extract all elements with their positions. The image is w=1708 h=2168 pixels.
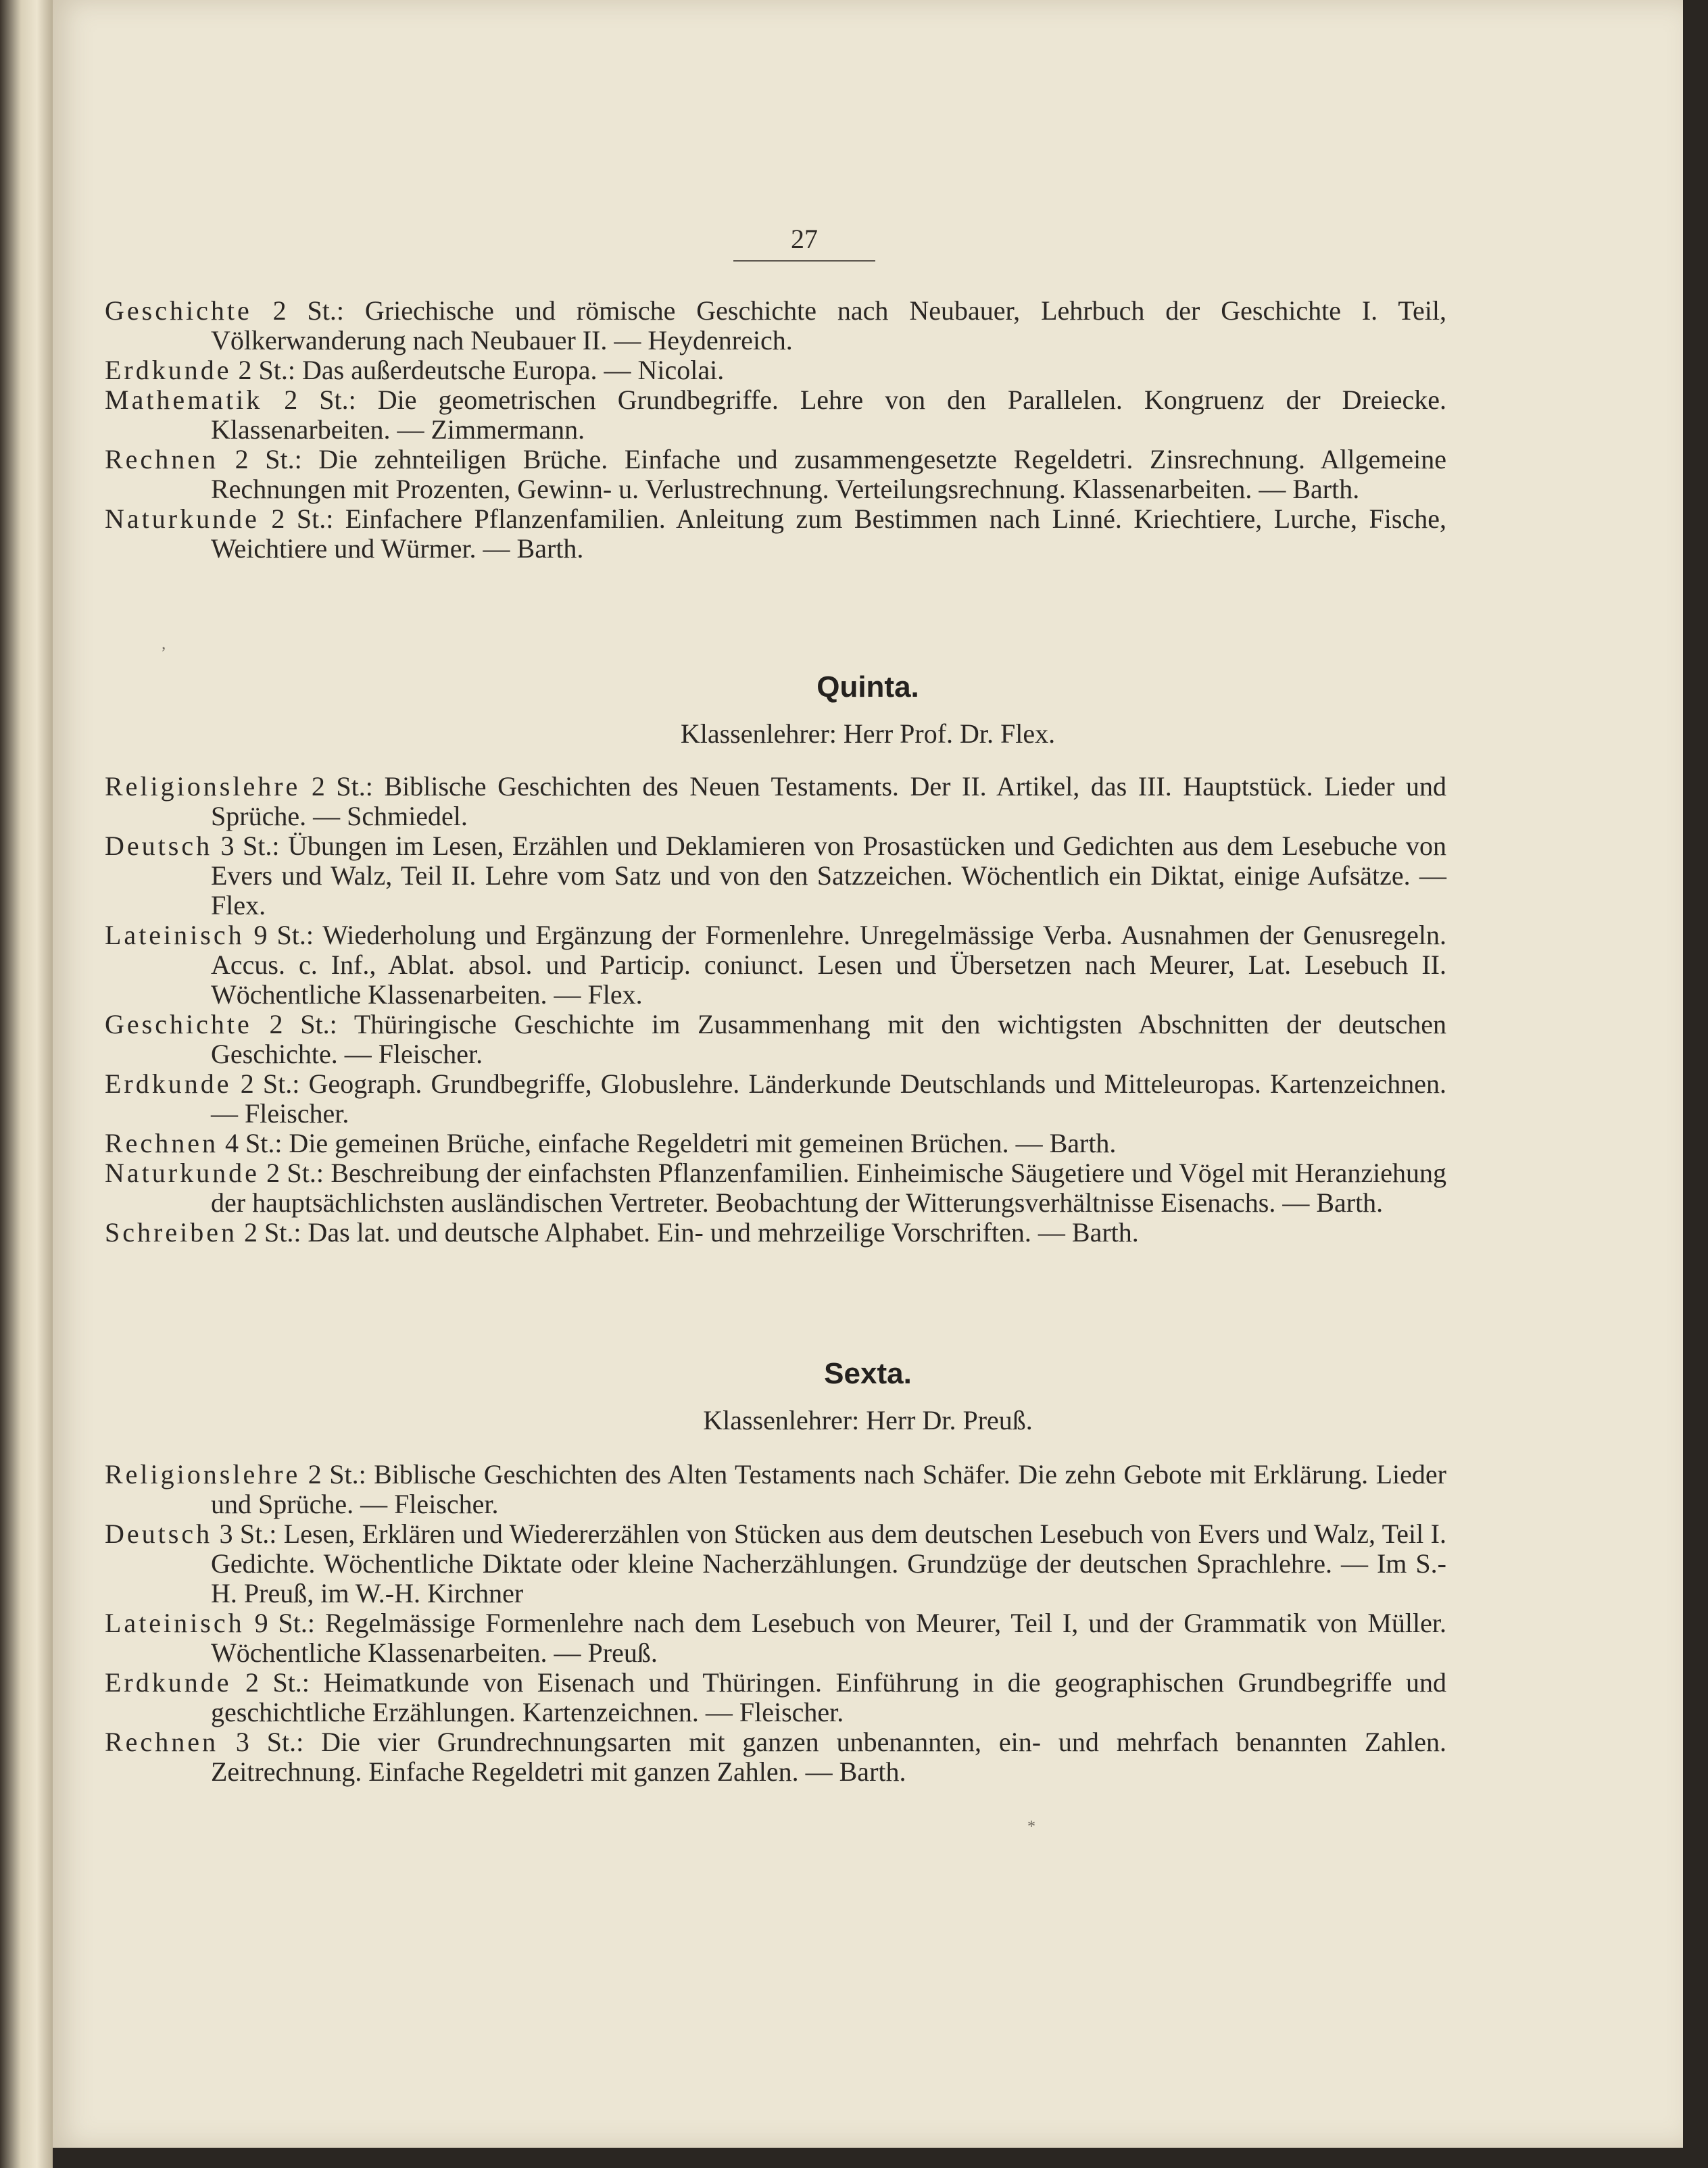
entry-erdkunde: Erdkunde 2 St.: Heimatkunde von Eisenach und Thüringen. Einführung in die geographischen Grundbegriffe und geschichtliche Erzählungen. Kartenzeichnen. — Fleischer. [105,1667,1446,1727]
entry-erdkunde: Erdkunde 2 St.: Das außerdeutsche Europa. — Nicolai. [105,355,725,385]
entry-lateinisch: Lateinisch 9 St.: Regelmässige Formenlehre nach dem Lesebuch von Meurer, Teil I, und der Grammatik von Müller. Wöchentliche Klassenarbeiten. — Preuß. [105,1608,1446,1668]
entry-rechnen: Rechnen 2 St.: Die zehnteiligen Brüche. Einfache und zusammengesetzte Regeldetri. Zinsrechnung. Allgemeine Rechnungen mit Prozenten, Gewinn- u. Verlustrechnung. Verteilungsrechnung. Klassenarbeiten. — Barth. [105,444,1446,504]
class-teacher-quinta: Klassenlehrer: Herr Prof. Dr. Flex. [680,718,1056,749]
page-number: 27 [733,223,875,262]
entry-naturkunde: Naturkunde 2 St.: Beschreibung der einfachsten Pflanzenfamilien. Einheimische Säugetiere und Vögel mit Heranziehung der hauptsächlichsten ausländischen Vertreter. Beobachtung der Witterungsverhältnisse Eisenachs. — Barth. [105,1158,1446,1218]
entry-religionslehre: Religionslehre 2 St.: Biblische Geschichten des Neuen Testaments. Der II. Artikel, das III. Hauptstück. Lieder und Sprüche. — Schmiedel. [105,771,1446,831]
entry-religionslehre: Religionslehre 2 St.: Biblische Geschichten des Alten Testaments nach Schäfer. Die zehn Gebote mit Erklärung. Lieder und Sprüche. — Fleischer. [105,1459,1446,1519]
entry-rechnen: Rechnen 4 St.: Die gemeinen Brüche, einfache Regeldetri mit gemeinen Brüchen. — Barth. [105,1128,1117,1158]
book-spine [0,0,53,2168]
speck-mark: ‚ [161,635,166,653]
section-title-sexta: Sexta. [824,1357,912,1390]
sexta-entries [105,1460,1446,1787]
top-entries [105,296,1446,564]
entry-lateinisch: Lateinisch 9 St.: Wiederholung und Ergänzung der Formenlehre. Unregelmässige Verba. Ausnahmen der Genusregeln. Accus. c. Inf., Ablat. absol. und Particip. coniunct. Lesen und Übersetzen nach Meurer, Lat. Lesebuch II. Wöchentliche Klassenarbeiten. — Flex. [105,920,1446,1010]
entry-schreiben: Schreiben 2 St.: Das lat. und deutsche Alphabet. Ein- und mehrzeilige Vorschriften. — Barth. [105,1217,1139,1248]
entry-geschichte: Geschichte 2 St.: Griechische und römische Geschichte nach Neubauer, Lehrbuch der Geschichte I. Teil, Völkerwanderung nach Neubauer II. — Heydenreich. [105,295,1446,355]
entry-mathematik: Mathematik 2 St.: Die geometrischen Grundbegriffe. Lehre von den Parallelen. Kongruenz der Dreiecke. Klassenarbeiten. — Zimmermann. [105,385,1446,445]
section-title-quinta: Quinta. [816,670,919,704]
class-teacher-sexta: Klassenlehrer: Herr Dr. Preuß. [703,1405,1033,1435]
entry-rechnen: Rechnen 3 St.: Die vier Grundrechnungsarten mit ganzen unbenannten, ein- und mehrfach benannten Zahlen. Zeitrechnung. Einfache Regeldetri mit ganzen Zahlen. — Barth. [105,1727,1446,1787]
entry-deutsch: Deutsch 3 St.: Übungen im Lesen, Erzählen und Deklamieren von Prosastücken und Gedichten aus dem Lesebuche von Evers und Walz, Teil II. Lehre vom Satz und von den Satzzeichen. Wöchentlich ein Diktat, einige Aufsätze. — Flex. [105,831,1446,920]
entry-deutsch: Deutsch 3 St.: Lesen, Erklären und Wiedererzählen von Stücken aus dem deutschen Lesebuch von Evers und Walz, Teil I. Gedichte. Wöchentliche Diktate oder kleine Nacherzählungen. Grundzüge der deutschen Sprachlehre. — Im S.-H. Preuß, im W.-H. Kirchner [105,1519,1446,1608]
entry-erdkunde: Erdkunde 2 St.: Geograph. Grundbegriffe, Globuslehre. Länderkunde Deutschlands und Mitteleuropas. Kartenzeichnen. — Fleischer. [105,1068,1446,1129]
entry-naturkunde: Naturkunde 2 St.: Einfachere Pflanzenfamilien. Anleitung zum Bestimmen nach Linné. Kriechtiere, Lurche, Fische, Weichtiere und Würmer. — Barth. [105,503,1446,564]
quinta-entries [105,772,1446,1248]
entry-geschichte: Geschichte 2 St.: Thüringische Geschichte im Zusammenhang mit den wichtigsten Abschnitten der deutschen Geschichte. — Fleischer. [105,1009,1446,1069]
speck-mark: * [1027,1818,1035,1836]
